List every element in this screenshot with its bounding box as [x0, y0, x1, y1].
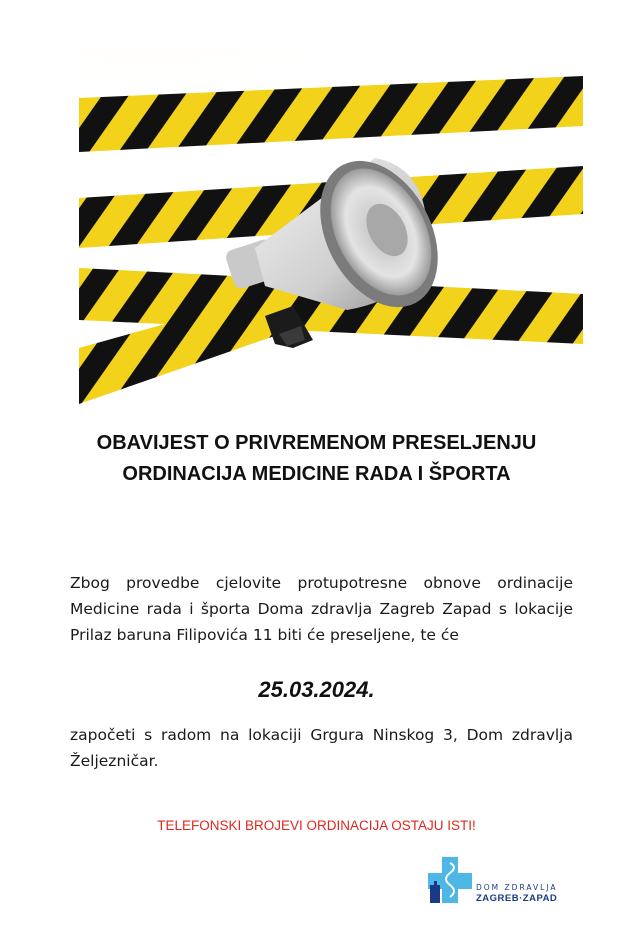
- phone-notice: TELEFONSKI BROJEVI ORDINACIJA OSTAJU ISTI!: [157, 818, 476, 833]
- notice-paragraph-2: započeti s radom na lokaciji Grgura Ninskog 3, Dom zdravlja Željezničar.: [70, 726, 573, 770]
- medical-cross-logo-icon: [428, 855, 476, 907]
- hero-illustration: [79, 48, 583, 406]
- logo-text-line-1: DOM ZDRAVLJA: [476, 883, 558, 892]
- page-title: OBAVIJEST O PRIVREMENOM PRESELJENJU ORDINACIJA MEDICINE RADA I ŠPORTA: [96, 432, 537, 485]
- dom-zdravlja-logo: [428, 855, 578, 907]
- logo-text-line-2: ZAGREB·ZAPAD: [476, 893, 558, 904]
- relocation-date: 25.03.2024.: [258, 677, 375, 702]
- notice-paragraph-1: Zbog provedbe cjelovite protupotresne obnove ordinacije Medicine rada i športa Doma zdravlja Zagreb Zapad s lokacije Prilaz baruna Filipovića 11 biti će preseljene, te će: [70, 574, 573, 644]
